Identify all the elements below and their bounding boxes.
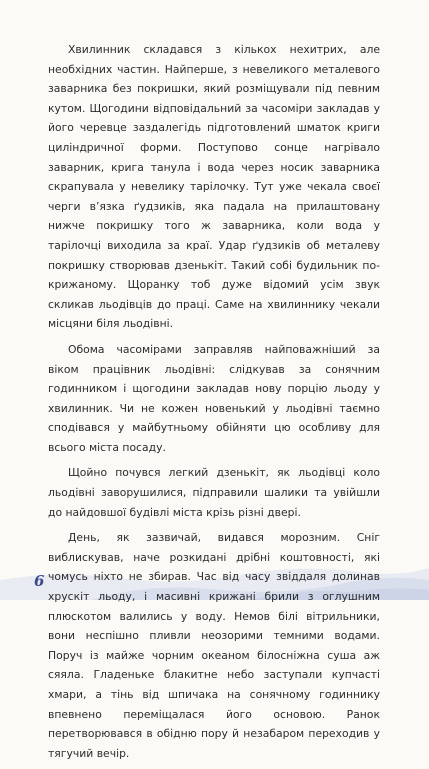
paragraph-2: Обома часомірами заправляв найповажніший за віком працівник льодівні: слідкував за сонячним годинником і щогодини закладав нову порцію льоду у хвилинник. Чи не кожен новенький у льодівні таємно сподівався у майбутньому обійняти цю особливу для всього міста посаду. [48, 342, 380, 454]
page-number: 6 [34, 572, 45, 590]
body-text [48, 40, 380, 769]
paragraph-4: День, як зазвичай, видався морозним. Сніг виблискував, наче розкидані дрібні коштовності, які чомусь ніхто не збирав. Час від часу звіддаля долинав хрускіт льоду, і масивні крижані брили з оглушним плюскотом валились у воду. Немов білі вітрильники, вони неспішно пливли неозорими темними водами. Поруч із майже чорним океаном білосніжна суша аж сяяла. Гладеньке блакитне небо заступали купчасті хмари, а тінь від шпичака на сонячному годиннику впевнено переміщалася його основою. Ранок перетворювався в обідню пору й незабаром переходив у тягучий вечір. [48, 531, 380, 760]
paragraph-1: Хвилинник складався з кількох нехитрих, але необхідних частин. Найперше, з невеликого металевого заварника без покришки, який розміщували під певним кутом. Щогодини відповідальний за часоміри закладав у його черевце заздалегідь підготовлений шматок криги циліндричної форми. Поступово сонце нагрівало заварник, крига танула і вода через носик заварника скрапувала у невелику тарілочку. Тут уже чекала своєї черги в’язка ґудзиків, яка падала на прилаштовану нижче покришку того ж заварника, коли вода у тарілочці виходила за краї. Удар ґудзиків об металеву покришку створював дзенькіт. Такий собі будильник по-крижаному. Щоранку тоб дуже відомий усім звук скликав льодівців до праці. Саме на хвилиннику чекали місцяни біля льодівні. [48, 43, 380, 331]
paragraph-3: Щойно почувся легкий дзенькіт, як льодівці коло льодівні заворушилися, підправили шалики та увійшли до найдовшої будівлі міста крізь різні двері. [48, 466, 380, 519]
